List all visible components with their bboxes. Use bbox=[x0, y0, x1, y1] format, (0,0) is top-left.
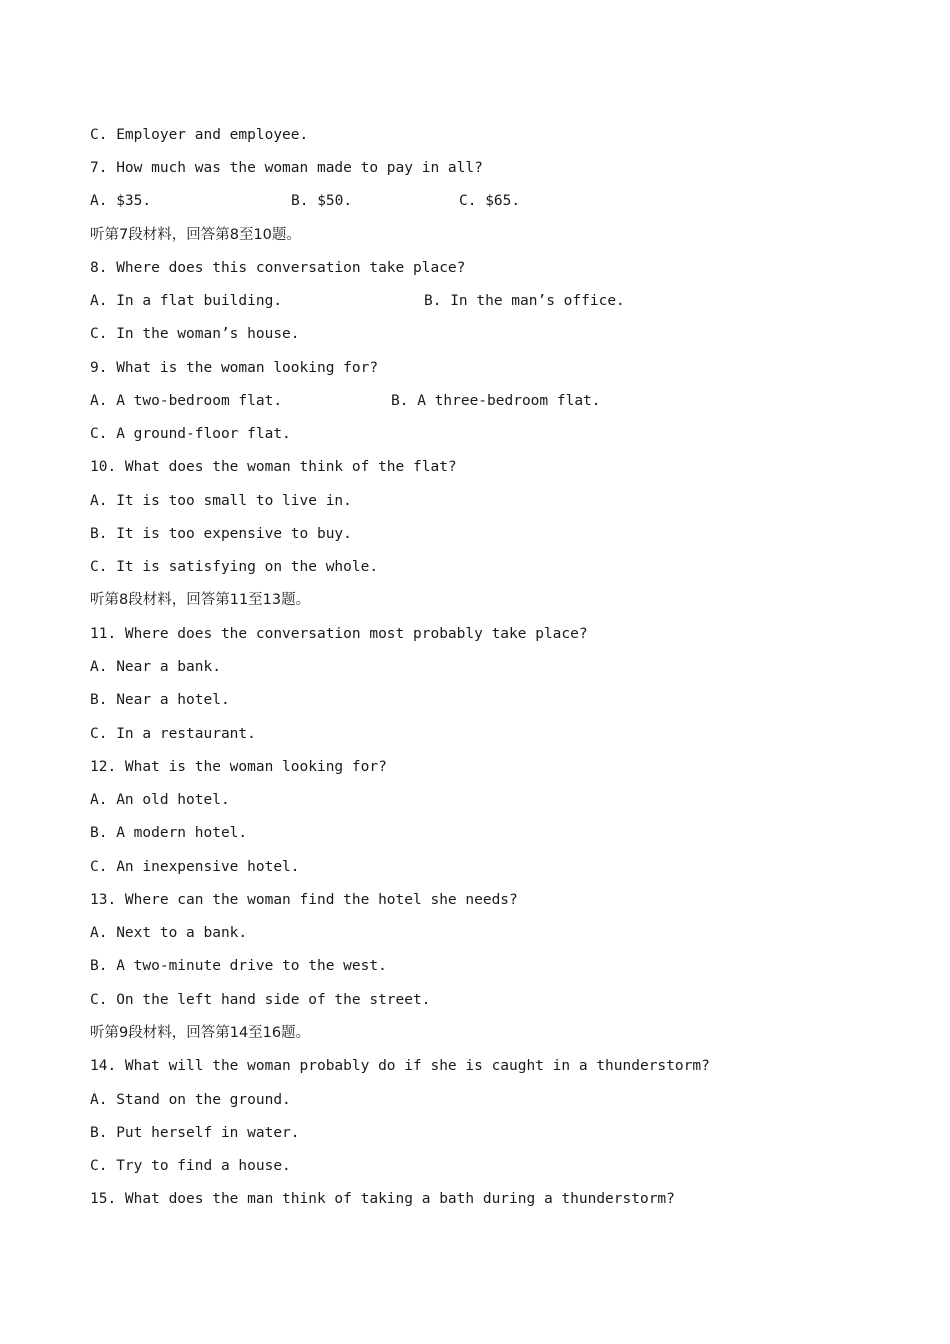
option-line: C. In the woman’s house. bbox=[90, 326, 300, 342]
question-line: 10. What does the woman think of the flat? bbox=[90, 459, 457, 475]
option-b: B. $50. bbox=[291, 193, 353, 209]
option-line: A. An old hotel. bbox=[90, 792, 230, 808]
option-line: A. Next to a bank. bbox=[90, 925, 248, 941]
option-line: A. Stand on the ground. bbox=[90, 1092, 291, 1108]
option-line: B. Near a hotel. bbox=[90, 692, 230, 708]
option-c: C. $65. bbox=[459, 193, 521, 209]
section-heading: 听第9段材料，回答第14至16题。 bbox=[90, 1025, 311, 1041]
option-line: C. An inexpensive hotel. bbox=[90, 859, 300, 875]
option-line: C. In a restaurant. bbox=[90, 726, 256, 742]
option-a: A. $35. bbox=[90, 193, 152, 209]
option-b: B. In the man’s office. bbox=[424, 293, 625, 309]
option-line: C. Employer and employee. bbox=[90, 127, 309, 143]
option-a: A. In a flat building. bbox=[90, 293, 283, 309]
question-line: 11. Where does the conversation most probably take place? bbox=[90, 626, 588, 642]
option-line: B. A modern hotel. bbox=[90, 825, 248, 841]
option-line: A. It is too small to live in. bbox=[90, 493, 352, 509]
option-line: C. It is satisfying on the whole. bbox=[90, 559, 379, 575]
option-line: A. Near a bank. bbox=[90, 659, 221, 675]
option-line: B. It is too expensive to buy. bbox=[90, 526, 352, 542]
options-row bbox=[90, 185, 521, 218]
question-line: 9. What is the woman looking for? bbox=[90, 360, 379, 376]
question-line: 13. Where can the woman find the hotel she needs? bbox=[90, 892, 518, 908]
section-heading: 听第7段材料，回答第8至10题。 bbox=[90, 227, 301, 243]
option-line: B. Put herself in water. bbox=[90, 1125, 300, 1141]
question-line: 14. What will the woman probably do if she is caught in a thunderstorm? bbox=[90, 1058, 710, 1074]
section-heading: 听第8段材料，回答第11至13题。 bbox=[90, 592, 311, 608]
question-line: 15. What does the man think of taking a bath during a thunderstorm? bbox=[90, 1191, 675, 1207]
option-b: B. A three-bedroom flat. bbox=[391, 393, 601, 409]
option-a: A. A two-bedroom flat. bbox=[90, 393, 283, 409]
option-line: C. A ground-floor flat. bbox=[90, 426, 291, 442]
options-row bbox=[90, 385, 601, 418]
options-row bbox=[90, 285, 625, 318]
question-line: 8. Where does this conversation take place? bbox=[90, 260, 466, 276]
option-line: C. On the left hand side of the street. bbox=[90, 992, 431, 1008]
question-line: 12. What is the woman looking for? bbox=[90, 759, 387, 775]
option-line: C. Try to find a house. bbox=[90, 1158, 291, 1174]
question-line: 7. How much was the woman made to pay in all? bbox=[90, 160, 483, 176]
option-line: B. A two-minute drive to the west. bbox=[90, 958, 387, 974]
